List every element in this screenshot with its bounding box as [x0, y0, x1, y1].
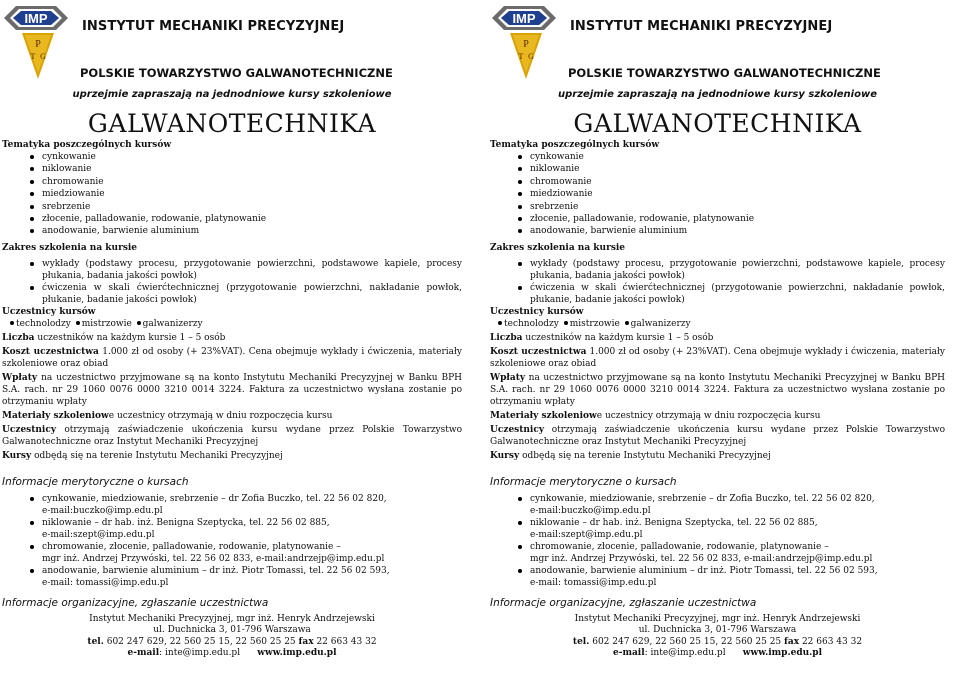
contact-item — [490, 493, 945, 517]
scope-list — [490, 258, 945, 306]
contacts-list — [2, 493, 462, 589]
bullet-icon — [10, 321, 14, 325]
cost-paragraph: Koszt uczestnictwa 1.000 zł od osoby (+ 23%VAT). Cena obejmuje wykłady i ćwiczenia, materiały szkoleniowe oraz obiad — [2, 346, 462, 369]
org-email-line: e-mail: inte@imp.edu.pl www.imp.edu.pl — [612, 648, 822, 659]
count-paragraph: Liczba uczestników na każdym kursie 1 – 5 osób — [2, 332, 226, 343]
participants-list — [2, 318, 462, 330]
topics-list — [490, 151, 945, 238]
participant-item: galwanizerzy — [630, 318, 691, 329]
materials-paragraph: Materiały szkoleniowe uczestnicy otrzymają w dniu rozpoczęcia kursu — [2, 410, 333, 421]
invitation-text: uprzejmie zapraszają na jednodniowe kursy szkoleniowe — [558, 89, 877, 100]
flyer-header — [2, 0, 462, 86]
topic-item: złocenie, palladowanie, rodowanie, platynowanie — [2, 213, 462, 225]
topic-item: chromowanie — [490, 176, 945, 188]
contact-line: niklowanie – dr hab. inż. Benigna Szeptycka, tel. 22 56 02 885, — [530, 517, 818, 528]
contact-line: chromowanie, złocenie, palladowanie, rodowanie, platynowanie – — [42, 541, 341, 552]
participants-heading: Uczestnicy kursów — [490, 306, 584, 317]
topics-heading: Tematyka poszczególnych kursów — [490, 140, 660, 150]
contact-line: e-mail: tomassi@imp.edu.pl — [42, 577, 169, 588]
flyer-content — [490, 0, 945, 660]
contact-line: anodowanie, barwienie aluminium – dr inż. Piotr Tomassi, tel. 22 56 02 593, — [530, 565, 878, 576]
bullet-icon — [137, 321, 141, 325]
topic-item: niklowanie — [2, 163, 462, 175]
contact-line: e-mail:szept@imp.edu.pl — [42, 529, 155, 540]
org-heading: Informacje organizacyjne, zgłaszanie uczestnictwa — [2, 596, 269, 609]
imp-logo-text: IMP — [24, 11, 48, 26]
org-heading: Informacje organizacyjne, zgłaszanie uczestnictwa — [490, 596, 757, 609]
contact-line: mgr inż. Andrzej Przywóski, tel. 22 56 02 833, e-mail:andrzejp@imp.edu.pl — [530, 553, 873, 564]
contact-line: anodowanie, barwienie aluminium – dr inż. Piotr Tomassi, tel. 22 56 02 593, — [42, 565, 390, 576]
contact-line: e-mail: tomassi@imp.edu.pl — [530, 577, 657, 588]
scope-heading: Zakres szkolenia na kursie — [2, 242, 138, 253]
svg-text:T: T — [30, 52, 36, 61]
contact-item — [2, 565, 462, 589]
org-line2: ul. Duchnicka 3, 01-796 Warszawa — [153, 625, 311, 636]
contact-item — [490, 541, 945, 565]
participants-heading: Uczestnicy kursów — [2, 306, 96, 317]
invitation-text: uprzejmie zapraszają na jednodniowe kursy szkoleniowe — [72, 89, 392, 100]
topic-item: niklowanie — [490, 163, 945, 175]
participant-item: technolodzy — [504, 318, 559, 329]
topics-list — [2, 151, 462, 238]
imp-logo-text: IMP — [512, 11, 536, 26]
info-heading: Informacje merytoryczne o kursach — [2, 475, 189, 488]
course-title: GALWANOTECHNIKA — [573, 109, 862, 138]
org-phone-line: tel. 602 247 629, 22 560 25 15, 22 560 25 25 fax 22 663 43 32 — [87, 636, 377, 647]
contact-line: e-mail:szept@imp.edu.pl — [530, 529, 643, 540]
svg-text:G: G — [528, 52, 534, 61]
contact-line: e-mail:buczko@imp.edu.pl — [42, 505, 163, 516]
org-line1: Instytut Mechaniki Precyzyjnej, mgr inż. Henryk Andrzejewski — [89, 613, 375, 624]
scope-item: wykłady (podstawy procesu, przygotowanie powierzchni, podstawowe kapiele, procesy płukania, badania jakości powłok) — [490, 258, 945, 282]
course-title: GALWANOTECHNIKA — [87, 109, 377, 138]
participant-item: technolodzy — [16, 318, 71, 329]
participant-item: galwanizerzy — [142, 318, 203, 329]
institute-name: INSTYTUT MECHANIKI PRECYZYJNEJ — [82, 19, 345, 34]
bullet-icon — [564, 321, 568, 325]
topic-item: miedziowanie — [2, 188, 462, 200]
contact-item — [490, 565, 945, 589]
topic-item: cynkowanie — [490, 151, 945, 163]
bullet-icon — [76, 321, 80, 325]
topic-item: srebrzenie — [2, 201, 462, 213]
org-line1: Instytut Mechaniki Precyzyjnej, mgr inż. Henryk Andrzejewski — [574, 613, 861, 624]
contact-line: niklowanie – dr hab. inż. Benigna Szeptycka, tel. 22 56 02 885, — [42, 517, 330, 528]
svg-text:T: T — [518, 52, 524, 61]
contact-line: mgr inż. Andrzej Przywóski, tel. 22 56 02 833, e-mail:andrzejp@imp.edu.pl — [42, 553, 385, 564]
scope-heading: Zakres szkolenia na kursie — [490, 242, 626, 253]
topic-item: miedziowanie — [490, 188, 945, 200]
topic-item: chromowanie — [2, 176, 462, 188]
scope-list — [2, 258, 462, 306]
payment-paragraph: Wpłaty na uczestnictwo przyjmowane są na konto Instytutu Mechaniki Precyzyjnej w Banku BPH S.A. rach. nr 29 1060 0076 0000 3210 0014 3224. Faktura za uczestnictwo wysłana zostanie po otrzymaniu wpłaty — [2, 372, 462, 407]
ptg-logo-icon — [510, 33, 542, 79]
topic-item: srebrzenie — [490, 201, 945, 213]
email-link[interactable]: : inte@imp.edu.pl — [644, 648, 726, 659]
email-link[interactable]: : inte@imp.edu.pl — [159, 648, 241, 659]
place-paragraph: Kursy odbędą się na terenie Instytutu Mechaniki Precyzyjnej — [2, 450, 283, 461]
www-link[interactable]: www.imp.edu.pl — [257, 648, 337, 659]
contact-line: e-mail:buczko@imp.edu.pl — [530, 505, 651, 516]
society-name: POLSKIE TOWARZYSTWO GALWANOTECHNICZNE — [568, 66, 881, 80]
org-email-line: e-mail: inte@imp.edu.pl www.imp.edu.pl — [127, 648, 337, 659]
payment-paragraph: Wpłaty na uczestnictwo przyjmowane są na konto Instytutu Mechaniki Precyzyjnej w Banku BPH S.A. rach. nr 29 1060 0076 0000 3210 0014 3224. Faktura za uczestnictwo wysłana zostanie po otrzymaniu wpłaty — [490, 372, 945, 407]
flyer-right — [480, 0, 960, 673]
ptg-logo-icon — [22, 33, 54, 79]
count-paragraph: Liczba uczestników na każdym kursie 1 – 5 osób — [490, 332, 714, 343]
society-name: POLSKIE TOWARZYSTWO GALWANOTECHNICZNE — [80, 66, 393, 80]
org-block — [490, 614, 945, 660]
contact-item — [490, 517, 945, 541]
svg-text:G: G — [40, 52, 46, 61]
topic-item: anodowanie, barwienie aluminium — [2, 225, 462, 237]
scope-item: ćwiczenia w skali ćwierćtechnicznej (przygotowanie powierzchni, nakładanie powłok, płukanie, badanie jakości powłok) — [2, 282, 462, 306]
svg-text:P: P — [35, 39, 41, 50]
participant-item: mistrzowie — [81, 318, 132, 329]
bullet-icon — [625, 321, 629, 325]
svg-text:P: P — [523, 39, 529, 50]
scope-item: wykłady (podstawy procesu, przygotowanie powierzchni, podstawowe kapiele, procesy płukania, badania jakości powłok) — [2, 258, 462, 282]
org-line2: ul. Duchnicka 3, 01-796 Warszawa — [638, 625, 797, 636]
flyer-content — [2, 0, 462, 660]
place-paragraph: Kursy odbędą się na terenie Instytutu Mechaniki Precyzyjnej — [490, 450, 771, 461]
flyer-header — [490, 0, 945, 86]
cost-paragraph: Koszt uczestnictwa 1.000 zł od osoby (+ 23%VAT). Cena obejmuje wykłady i ćwiczenia, materiały szkoleniowe oraz obiad — [490, 346, 945, 369]
contact-line: chromowanie, złocenie, palladowanie, rodowanie, platynowanie – — [530, 541, 829, 552]
contact-item — [2, 517, 462, 541]
institute-name: INSTYTUT MECHANIKI PRECYZYJNEJ — [570, 19, 833, 34]
bullet-icon — [498, 321, 502, 325]
materials-paragraph: Materiały szkoleniowe uczestnicy otrzymają w dniu rozpoczęcia kursu — [490, 410, 821, 421]
contact-item — [2, 541, 462, 565]
certificate-paragraph: Uczestnicy otrzymają zaświadczenie ukończenia kursu wydane przez Polskie Towarzystwo Galwanotechniczne oraz Instytut Mechaniki Precyzyjnej — [2, 424, 462, 447]
topic-item: cynkowanie — [2, 151, 462, 163]
org-block — [2, 614, 462, 660]
scope-item: ćwiczenia w skali ćwierćtechnicznej (przygotowanie powierzchni, nakładanie powłok, płukanie, badanie jakości powłok) — [490, 282, 945, 306]
contact-line: cynkowanie, miedziowanie, srebrzenie – dr Zofia Buczko, tel. 22 56 02 820, — [530, 493, 875, 504]
contact-item — [2, 493, 462, 517]
topics-heading: Tematyka poszczególnych kursów — [2, 140, 172, 150]
org-phone-line: tel. 602 247 629, 22 560 25 15, 22 560 25 25 fax 22 663 43 32 — [572, 636, 863, 647]
info-heading: Informacje merytoryczne o kursach — [490, 475, 677, 488]
topic-item: złocenie, palladowanie, rodowanie, platynowanie — [490, 213, 945, 225]
participants-list — [490, 318, 945, 330]
contacts-list — [490, 493, 945, 589]
contact-line: cynkowanie, miedziowanie, srebrzenie – dr Zofia Buczko, tel. 22 56 02 820, — [42, 493, 387, 504]
certificate-paragraph: Uczestnicy otrzymają zaświadczenie ukończenia kursu wydane przez Polskie Towarzystwo Galwanotechniczne oraz Instytut Mechaniki Precyzyjnej — [490, 424, 945, 447]
imp-logo-icon — [492, 3, 556, 33]
participant-item: mistrzowie — [569, 318, 620, 329]
topic-item: anodowanie, barwienie aluminium — [490, 225, 945, 237]
www-link[interactable]: www.imp.edu.pl — [742, 648, 822, 659]
imp-logo-icon — [4, 3, 68, 33]
